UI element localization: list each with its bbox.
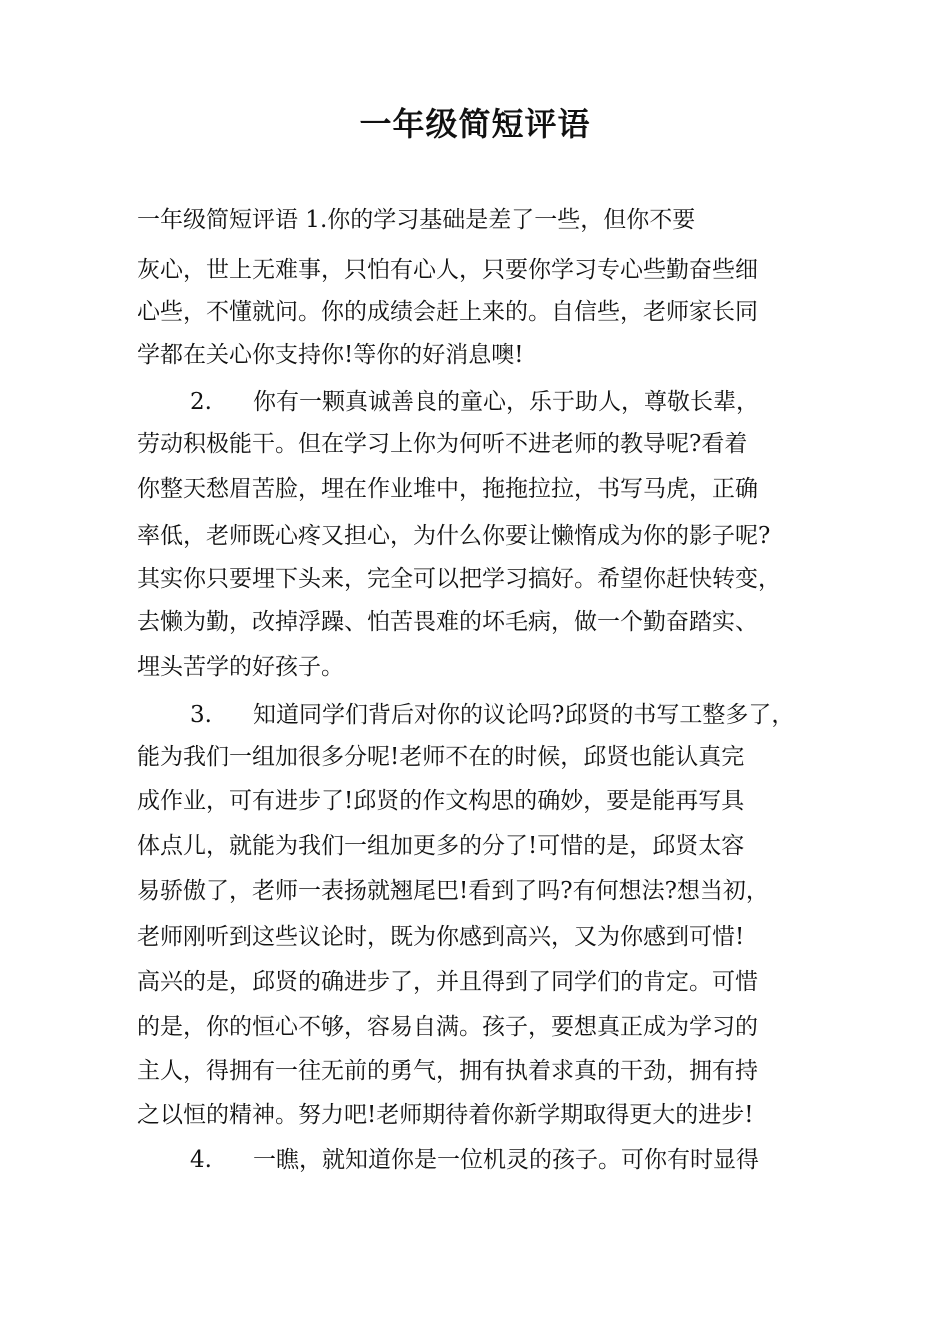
paragraph-2-line-1: 你有一颗真诚善良的童心，乐于助人，尊敬长辈， [253, 389, 759, 415]
paragraph-4-line-1: 一瞧，就知道你是一位机灵的孩子。可你有时显得 [253, 1147, 759, 1173]
paragraph-3-line-4: 体点儿，就能为我们一组加更多的分了!可惜的是，邱贤太容 [137, 833, 745, 859]
paragraph-3-line-1: 知道同学们背后对你的议论吗?邱贤的书写工整多了， [253, 702, 795, 728]
paragraph-1-line-2: 灰心，世上无难事，只怕有心人，只要你学习专心些勤奋些细 [137, 257, 758, 283]
paragraph-1-line-4: 学都在关心你支持你!等你的好消息噢! [137, 342, 524, 368]
paragraph-3-line-5: 易骄傲了，老师一表扬就翘尾巴!看到了吗?有何想法?想当初， [137, 878, 769, 904]
paragraph-1-line-3: 心些，不懂就问。你的成绩会赶上来的。自信些，老师家长同 [137, 299, 758, 325]
paragraph-2-line-7: 埋头苦学的好孩子。 [137, 654, 344, 680]
page-title: 一年级简短评语 [359, 105, 591, 143]
paragraph-3-line-6: 老师刚听到这些议论时，既为你感到高兴，又为你感到可惜! [137, 924, 745, 950]
paragraph-2-number: 2. [190, 389, 212, 415]
paragraph-3-line-7: 高兴的是，邱贤的确进步了，并且得到了同学们的肯定。可惜 [137, 969, 758, 995]
paragraph-3-line-3: 成作业，可有进步了!邱贤的作文构思的确妙，要是能再写具 [137, 788, 745, 814]
paragraph-2-line-2: 劳动积极能干。但在学习上你为何听不进老师的教导呢?看着 [137, 431, 748, 457]
paragraph-2-line-6: 去懒为勤，改掉浮躁、怕苦畏难的坏毛病，做一个勤奋踏实、 [137, 609, 758, 635]
paragraph-2-line-5: 其实你只要埋下头来，完全可以把学习搞好。希望你赶快转变， [137, 566, 781, 592]
paragraph-4-number: 4. [190, 1147, 212, 1173]
paragraph-2-line-3: 你整天愁眉苦脸，埋在作业堆中，拖拖拉拉，书写马虎，正确 [137, 476, 758, 502]
paragraph-3-number: 3. [190, 702, 212, 728]
paragraph-3-line-8: 的是，你的恒心不够，容易自满。孩子，要想真正成为学习的 [137, 1014, 758, 1040]
paragraph-1-line-1: 一年级简短评语 1.你的学习基础是差了一些，但你不要 [137, 207, 696, 233]
paragraph-3-line-9: 主人，得拥有一往无前的勇气，拥有执着求真的干劲，拥有持 [137, 1058, 758, 1084]
paragraph-3-line-2: 能为我们一组加很多分呢!老师不在的时候，邱贤也能认真完 [137, 744, 745, 770]
paragraph-3-line-10: 之以恒的精神。努力吧!老师期待着你新学期取得更大的进步! [137, 1102, 754, 1128]
paragraph-2-line-4: 率低，老师既心疼又担心，为什么你要让懒惰成为你的影子呢? [137, 523, 771, 549]
